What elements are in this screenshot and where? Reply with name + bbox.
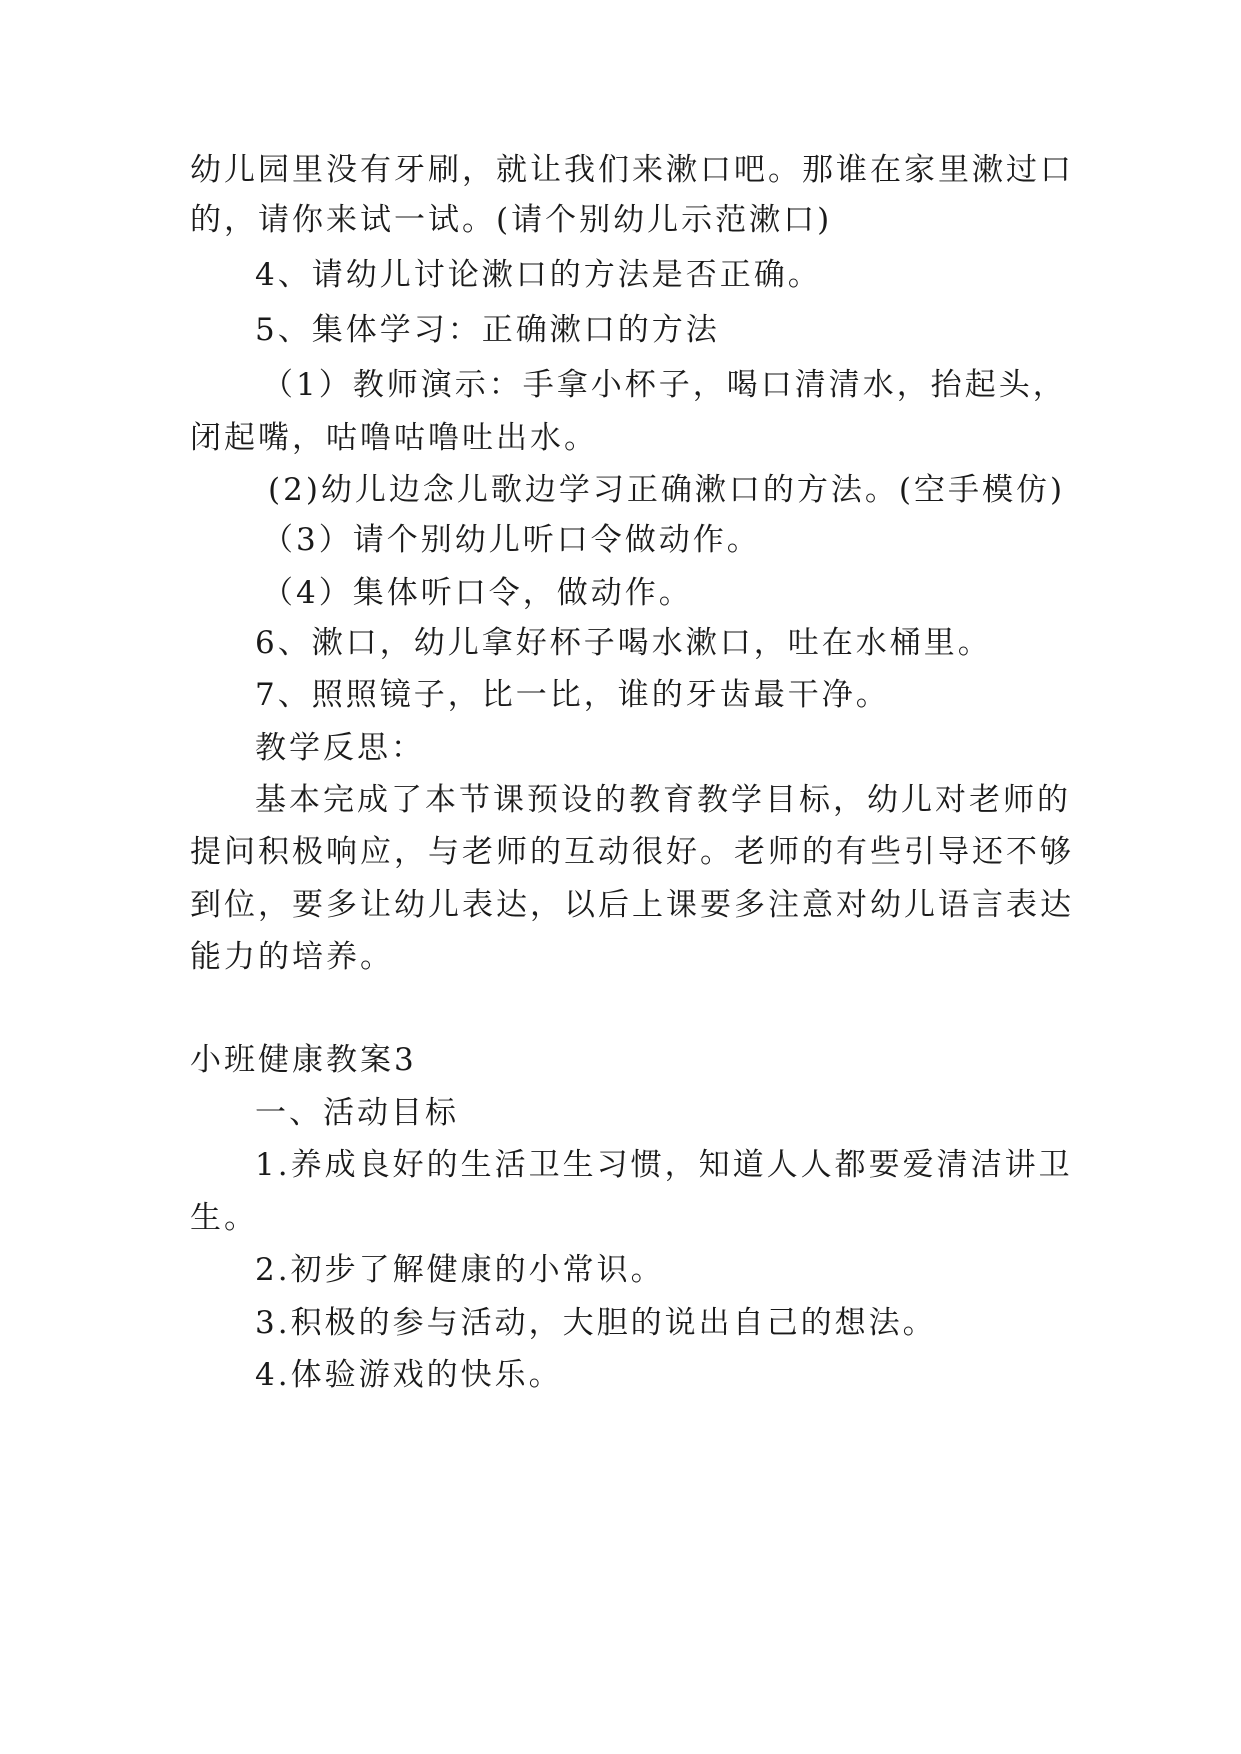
list-item: 4、请幼儿讨论漱口的方法是否正确。 <box>255 257 822 293</box>
list-item: 4.体验游戏的快乐。 <box>255 1357 563 1393</box>
list-item: 1.养成良好的生活卫生习惯，知道人人都要爱清洁讲卫 <box>255 1147 1073 1183</box>
sub-list-item: （1）教师演示：手拿小杯子，喝口清清水，抬起头， <box>262 367 1067 403</box>
paragraph-line: 闭起嘴，咕噜咕噜吐出水。 <box>190 420 598 456</box>
list-item: 3.积极的参与活动，大胆的说出自己的想法。 <box>255 1305 937 1341</box>
sub-list-item: (2)幼儿边念儿歌边学习正确漱口的方法。(空手模仿) <box>268 472 1066 508</box>
section-heading: 一、活动目标 <box>255 1095 459 1131</box>
sub-list-item: （4）集体听口令，做动作。 <box>262 575 693 611</box>
sub-list-item: （3）请个别幼儿听口令做动作。 <box>262 522 761 558</box>
list-item: 5、集体学习：正确漱口的方法 <box>255 312 720 348</box>
paragraph-line: 基本完成了本节课预设的教育教学目标，幼儿对老师的 <box>255 782 1071 818</box>
paragraph-line: 的，请你来试一试。(请个别幼儿示范漱口) <box>190 202 833 238</box>
paragraph-line: 幼儿园里没有牙刷，就让我们来漱口吧。那谁在家里漱过口 <box>190 152 1074 188</box>
list-item: 2.初步了解健康的小常识。 <box>255 1252 665 1288</box>
paragraph-line: 到位，要多让幼儿表达，以后上课要多注意对幼儿语言表达 <box>190 887 1074 923</box>
paragraph-line: 生。 <box>190 1200 258 1236</box>
paragraph-line: 提问积极响应，与老师的互动很好。老师的有些引导还不够 <box>190 834 1074 870</box>
paragraph-line: 能力的培养。 <box>190 939 394 975</box>
document-title: 小班健康教案3 <box>190 1042 417 1078</box>
list-item: 7、照照镜子，比一比，谁的牙齿最干净。 <box>255 677 890 713</box>
list-item: 6、漱口，幼儿拿好杯子喝水漱口，吐在水桶里。 <box>255 625 992 661</box>
section-heading: 教学反思： <box>255 730 425 766</box>
